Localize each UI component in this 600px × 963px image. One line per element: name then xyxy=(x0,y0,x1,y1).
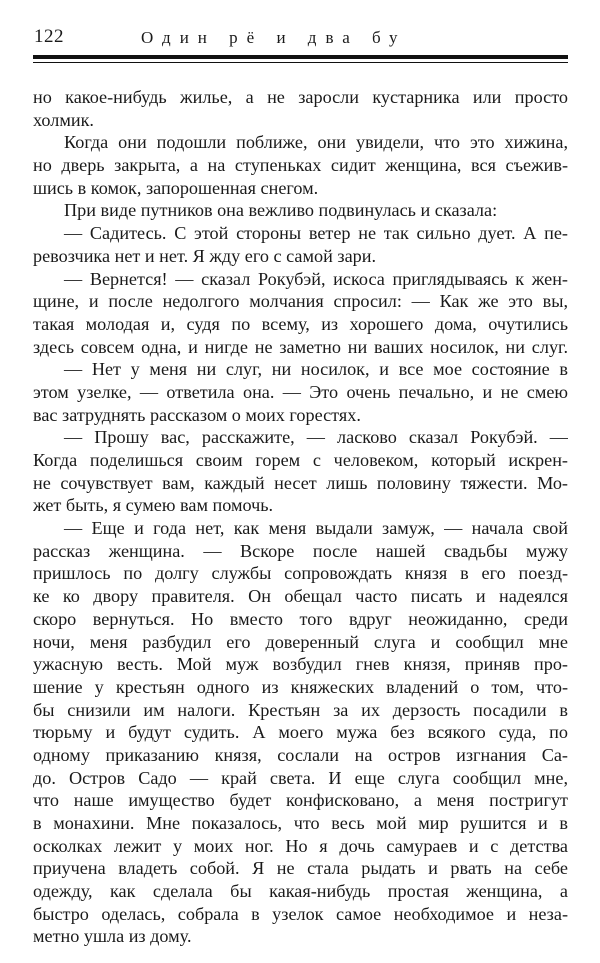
text-line: но дверь закрыта, а на ступеньках сидит женщина, вся съежив- xyxy=(33,155,568,176)
running-title: Один рё и два бу xyxy=(141,28,407,47)
text-line: ревозчика нет и нет. Я жду его с самой зари. xyxy=(33,245,377,266)
text-line: вас затруднять рассказом о моих горестях. xyxy=(33,404,361,425)
text-line: — Еще и года нет, как меня выдали замуж, — начала свой xyxy=(64,518,568,539)
text-line: что наше имущество будет конфисковано, а меня постригут xyxy=(33,790,568,811)
header-rule-thick xyxy=(33,55,568,59)
body-text xyxy=(33,86,568,948)
text-line: рассказ женщина. — Вскоре после нашей свадьбы мужу xyxy=(33,540,568,561)
text-line: ужасную весть. Мой муж возбудил гнев князя, приняв про- xyxy=(33,654,568,675)
text-line: не сочувствует вам, каждый несет лишь половину тяжести. Мо- xyxy=(33,472,568,493)
text-line: приучена владеть собой. Я не стала рыдать и рвать на себе xyxy=(33,858,568,879)
text-line: тюрьму и будут судить. А моего мужа без всякого суда, по xyxy=(33,722,568,743)
text-line: Когда поделишься своим горем с человеком, который искрен- xyxy=(33,450,568,470)
text-line: здесь совсем одна, и нигде не заметно ни ваших носилок, ни слуг. xyxy=(33,336,568,357)
text-line: — Прошу вас, расскажите, — ласково сказал Рокубэй. — xyxy=(64,427,568,448)
text-line: При виде путников она вежливо подвинулась и сказала: xyxy=(64,200,498,221)
text-line: — Садитесь. С этой стороны ветер не так сильно дует. А пе- xyxy=(64,223,568,244)
page-number: 122 xyxy=(34,26,64,47)
text-line: шись в комок, запорошенная снегом. xyxy=(33,177,319,198)
text-line: шение у крестьян одного из княжеских владений о том, что- xyxy=(33,676,568,697)
text-line: метно ушла из дому. xyxy=(33,926,192,947)
text-line: ке ко двору правителя. Он обещал часто писать и надеялся xyxy=(33,586,568,607)
page-header xyxy=(34,26,566,52)
text-line: пришлось по долгу службы сопровождать князя в его поезд- xyxy=(33,563,568,584)
text-line: такая молодая и, судя по всему, из хорошего дома, очутились xyxy=(33,313,568,334)
text-line: — Вернется! — сказал Рокубэй, искоса приглядываясь к жен- xyxy=(64,268,568,289)
text-line: ночи, меня разбудил его доверенный слуга и сообщил мне xyxy=(33,631,568,652)
text-line: в монахини. Мне показалось, что весь мой мир рушится и в xyxy=(33,813,568,833)
text-line: Когда они подошли поближе, они увидели, что это хижина, xyxy=(64,132,568,153)
text-line: щине, и после недолгого молчания спросил: — Как же это вы, xyxy=(33,291,568,312)
text-line: бы снизили им налоги. Крестьян за их дерзость посадили в xyxy=(33,699,568,720)
text-line: этом узелке, — ответила она. — Это очень печально, и не смею xyxy=(33,381,568,402)
text-line: быстро оделась, собрала в узелок самое необходимое и неза- xyxy=(33,903,568,924)
text-line: жет быть, я сумею вам помочь. xyxy=(33,495,274,516)
text-line: одежду, как сделала бы какая-нибудь простая женщина, а xyxy=(33,881,568,902)
text-line: скоро вернуться. Но вместо того вдруг неожиданно, среди xyxy=(33,608,568,629)
header-rule-thin xyxy=(33,62,568,63)
text-line: но какое-нибудь жилье, а не заросли кустарника или просто xyxy=(33,87,568,107)
text-line: — Нет у меня ни слуг, ни носилок, и все мое состояние в xyxy=(64,359,568,380)
text-line: холмик. xyxy=(33,109,94,130)
text-line: до. Остров Садо — край света. И еще слуга сообщил мне, xyxy=(33,767,568,788)
text-line: одному приказанию князя, сослали на остров изгнания Са- xyxy=(33,744,568,765)
text-line: осколках лежит у моих ног. Но я дочь самураев и с детства xyxy=(33,835,568,856)
